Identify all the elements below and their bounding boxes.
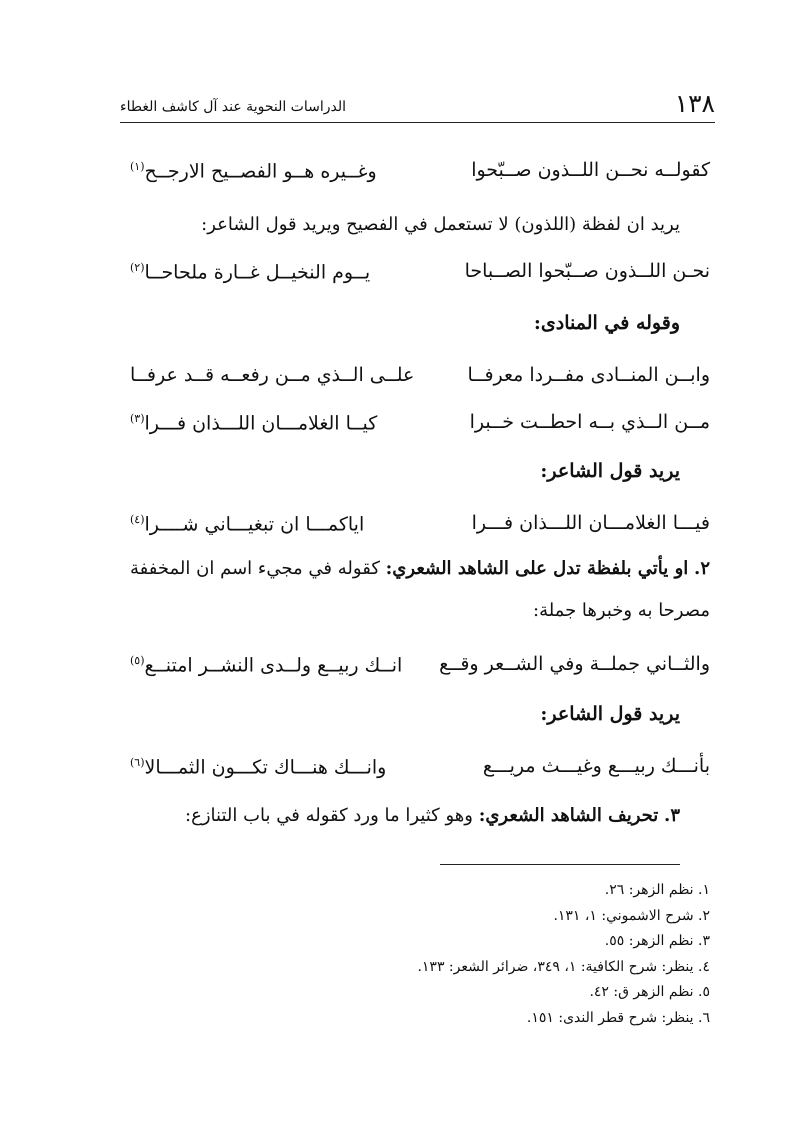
footnote-mark: (١): [130, 160, 145, 173]
numbered-paragraph: [130, 796, 710, 836]
verse-first-hemistich: والثــاني جملــة وفي الشــعر وقــع: [439, 653, 710, 675]
verse-second-hemistich: علــى الــذي مــن رفعــه قــد عرفــا: [130, 364, 415, 386]
footnote-mark: (٣): [130, 412, 145, 425]
verse-line-2: [130, 262, 710, 282]
footnote: ١. نظم الزهر: ٢٦.: [604, 882, 710, 898]
item-heading: تحريف الشاهد الشعري:: [478, 805, 659, 826]
item-heading: او يأتي بلفظة تدل على الشاهد الشعري:: [385, 558, 689, 579]
section-subheading: وقوله في المنادى:: [533, 312, 680, 334]
footnotes: [290, 878, 710, 1032]
verse-second-hemistich: اياكمـــا ان تبغيـــاني شــــرا$^{(٤)}$: [130, 513, 365, 536]
verse-first-hemistich: بأنـــك ربيـــع وغيـــث مريـــع: [482, 755, 710, 777]
paragraph: يريد ان لفظة (اللذون) لا تستعمل في الفصيح ويريد قول الشاعر:: [201, 214, 680, 235]
item-text: كقوله في مجيء اسم ان المخففة مصرحا به وخبرها جملة:: [130, 558, 710, 621]
verse-second-hemistich: يــوم النخيــل غــارة ملحاحــا$^{(٢)}$: [130, 261, 371, 284]
verse-first-hemistich: فيـــا الغلامـــان اللـــذان فـــرا: [471, 512, 710, 534]
numbered-paragraph: [130, 548, 710, 632]
footnote: ٢. شرح الاشموني: ١، ١٣١.: [553, 907, 710, 924]
footnote-separator: [440, 864, 680, 865]
item-text: وهو كثيرا ما ورد كقوله في باب التنازع:: [185, 805, 473, 826]
running-title: الدراسات النحوية عند آل كاشف الغطاء: [120, 99, 347, 115]
footnote-mark: (٥): [130, 654, 145, 667]
footnote: ٦. ينظر: شرح قطر الندى: ١٥١.: [526, 1009, 710, 1026]
page-number: ١٣٨: [674, 89, 715, 118]
footnote-mark: (٢): [130, 261, 145, 274]
verse-line-5: [130, 514, 710, 534]
page-header: [120, 82, 715, 123]
verse-line-4: [130, 413, 710, 433]
verse-line-6: [130, 655, 710, 675]
verse-second-hemistich: وغــيره هــو الفصــيح الارجــح$^{(١)}$: [130, 160, 377, 183]
item-number: ٢.: [694, 558, 710, 579]
verse-first-hemistich: كقولــه نحــن اللــذون صــبّحوا: [471, 159, 710, 181]
section-subheading: يريد قول الشاعر:: [540, 703, 680, 725]
verse-first-hemistich: نحـن اللــذون صــبّحوا الصــباحا: [464, 260, 710, 282]
footnote-mark: (٦): [130, 756, 145, 769]
verse-first-hemistich: وابــن المنــادى مفــردا معرفــا: [467, 364, 710, 386]
footnote: ٥. نظم الزهر ق: ٤٢.: [589, 984, 710, 1001]
footnote: ٣. نظم الزهر: ٥٥.: [604, 933, 710, 950]
section-subheading: يريد قول الشاعر:: [540, 460, 680, 482]
verse-second-hemistich: انــك ربيــع ولــدى النشــر امتنــع$^{(٥)}$: [130, 654, 403, 677]
verse-line-7: [130, 757, 710, 777]
verse-second-hemistich: وانـــك هنـــاك تكـــون الثمـــالا$^{(٦)}$: [130, 756, 387, 779]
footnote: ٤. ينظر: شرح الكافية: ١، ٣٤٩، ضرائر الشعر: ١٣٣.: [417, 958, 710, 975]
verse-line-1: [130, 161, 710, 181]
verse-first-hemistich: مــن الــذي بــه احطــت خــبرا: [469, 411, 710, 433]
footnote-mark: (٤): [130, 513, 145, 526]
verse-second-hemistich: كيــا الغلامـــان اللـــذان فـــرا$^{(٣)}$: [130, 412, 378, 435]
item-number: ٣.: [664, 805, 680, 826]
verse-line-3: [130, 366, 710, 385]
